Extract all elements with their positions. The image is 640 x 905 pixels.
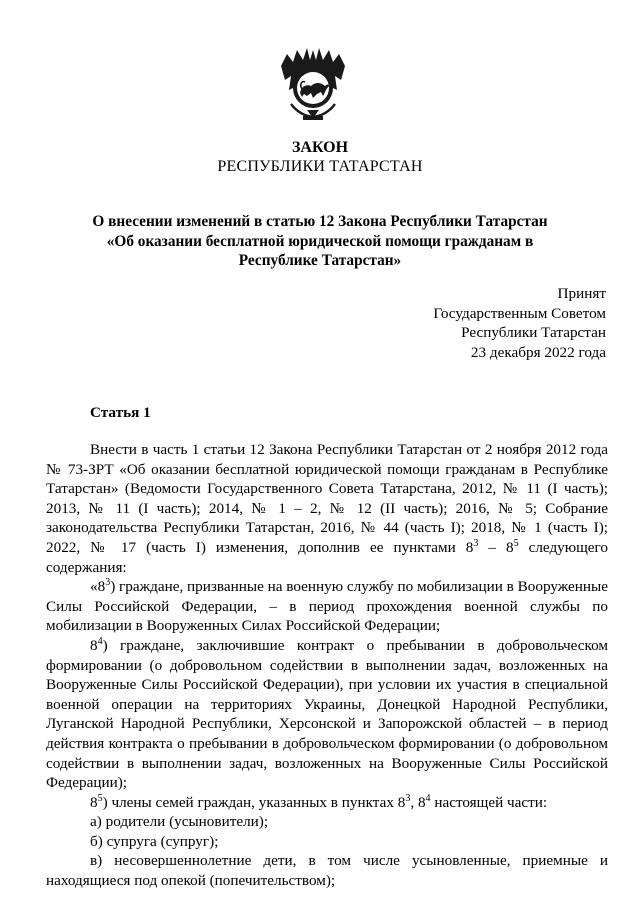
article-intro: Внести в часть 1 статьи 12 Закона Республики Татарстан от 2 ноября 2012 года № 73-ЗРТ «Об оказании бесплатной юридической помощи гражданам в Республике Татарстан» (Ведомости Государственного Совета Татарстана, 2012, № 11 (I часть); 2013, № 11 (I часть); 2014, № 1 – 2, № 12 (II часть); 2016, № 5; Собрание законодательства Республики Татарстан, 2016, № 44 (часть I); 2018, № 1 (часть I); 2022, № 17 (часть I) изменения, дополнив ее пунктами $8^3 - 8^5$ следующего содержания: [46,441,608,576]
adoption-block [433,284,606,363]
clause-8-4: $8^4$) граждане, заключившие контракт о пребывании в добровольческом формировании (о добровольном содействии в выполнении задач, возложенных на Вооруженные Силы Российской Федерации), при условии их участия в специальной военной операции на территориях Украины, Донецкой Народной Республики, Луганской Народной Республики, Херсонской и Запорожской областей – в период действия контракта о пребывании в добровольческом формировании (о добровольном содействии в выполнении задач, возложенных на Вооруженные Силы Российской Федерации); [46,635,608,792]
tatarstan-emblem-icon [277,46,349,124]
adopted-label: Принят [557,285,606,302]
document-type: ЗАКОН [291,139,349,156]
law-title: О внесении изменений в статью 12 Закона Республики Татарстан «Об оказании бесплатной юридической помощи гражданам в Республике Татарстан» [92,213,548,269]
adopted-date: 23 декабря 2022 года [470,344,606,362]
list-item: в) несовершеннолетние дети, в том числе усыновленные, приемные и находящиеся под опекой (попечительством); [46,852,608,890]
clause-8-5: $8^5$) члены семей граждан, указанных в пунктах $8^3$, $8^4$ настоящей части: [90,792,548,811]
article-body [46,440,608,891]
document-issuer: РЕСПУБЛИКИ ТАТАРСТАН [217,158,423,175]
clause-8-3: «$8^3$) граждане, призванные на военную службу по мобилизации в Вооруженные Силы Российской Федерации, – в период прохождения военной службы по мобилизации в Вооруженных Силах Российской Федерации; [46,577,608,635]
adopted-by-region: Республики Татарстан [461,324,606,342]
list-item: а) родители (усыновители); [90,813,269,831]
article-heading: Статья 1 [90,404,151,421]
adopted-by: Государственным Советом [433,304,606,322]
list-item: б) супруга (супруг); [90,832,219,850]
